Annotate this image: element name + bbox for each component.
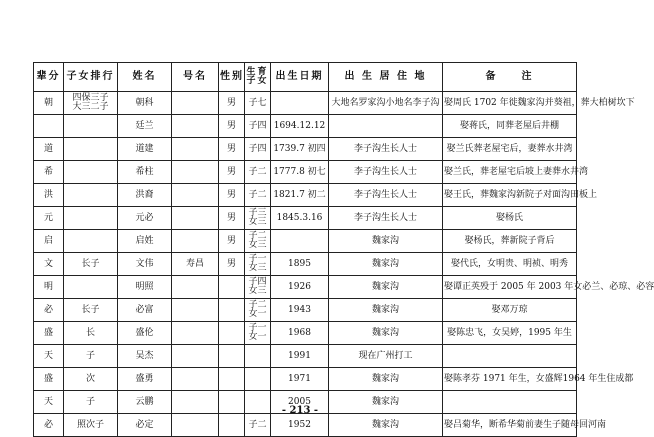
residence-cell: 现在广州打工 (329, 345, 443, 368)
table-row (34, 115, 577, 138)
sex-cell: 男 (219, 253, 245, 276)
watermark (425, 392, 575, 406)
children-cell (245, 230, 271, 253)
header-child-order: 子女排行 (64, 63, 118, 92)
alias-cell (172, 414, 219, 437)
header-birth-date: 出生日期 (271, 63, 329, 92)
child-order-cell-line: 子 (85, 396, 95, 407)
header-remarks: 备 注 (443, 63, 577, 92)
residence-cell: 魏家沟 (329, 414, 443, 437)
remarks-cell: 娶谭正英殁于 2005 年 2003 年女必兰、必琼、必容 (443, 276, 577, 299)
residence-cell: 李子沟生长人士 (329, 184, 443, 207)
residence-cell: 李子沟生长人士 (329, 138, 443, 161)
residence-cell: 魏家沟 (329, 253, 443, 276)
birth-date-cell: 1991 (271, 345, 329, 368)
birth-date-cell: 1739.7 初四 (271, 138, 329, 161)
child-order-cell-line: 长子 (81, 304, 100, 315)
birth-date-cell: 1943 (271, 299, 329, 322)
child-order-cell-line: 长子 (81, 258, 100, 269)
children-cell-line: 女一 (248, 309, 267, 319)
alias-cell: 寿昌 (172, 253, 219, 276)
table-row (34, 414, 577, 437)
remarks-cell: 娶王氏，葬魏家沟新院子对面沟田板上 (443, 184, 577, 207)
generation-cell: 文 (34, 253, 64, 276)
child-order-cell (64, 322, 118, 345)
children-cell-line: 女一 (248, 332, 267, 342)
table-header-row (34, 63, 577, 92)
alias-cell (172, 230, 219, 253)
page-number: - 213 - (281, 405, 319, 416)
remarks-cell: 娶兰氏，葬老屋宅后坡上妻葬水井湾 (443, 161, 577, 184)
name-cell: 洪裔 (118, 184, 172, 207)
alias-cell (172, 299, 219, 322)
birth-date-cell: 1971 (271, 368, 329, 391)
sex-cell: 男 (219, 184, 245, 207)
name-cell: 元必 (118, 207, 172, 230)
sex-cell (219, 299, 245, 322)
name-cell: 道建 (118, 138, 172, 161)
remarks-cell: 娶周氏 1702 年徙魏家沟并葵祖，葬大柏树坎下 (443, 92, 577, 115)
child-order-cell (64, 276, 118, 299)
children-cell-line: 女三 (248, 286, 267, 296)
sex-cell: 男 (219, 207, 245, 230)
generation-cell: 明 (34, 276, 64, 299)
name-cell: 云鹏 (118, 391, 172, 414)
alias-cell (172, 161, 219, 184)
residence-cell: 魏家沟 (329, 322, 443, 345)
sex-cell (219, 345, 245, 368)
child-order-cell-line: 照次子 (76, 419, 104, 430)
residence-cell: 魏家沟 (329, 276, 443, 299)
table-row (34, 230, 577, 253)
alias-cell (172, 276, 219, 299)
name-cell: 必富 (118, 299, 172, 322)
alias-cell (172, 138, 219, 161)
children-cell-line: 女三 (248, 240, 267, 250)
header-sex: 性别 (219, 63, 245, 92)
children-cell (245, 207, 271, 230)
generation-cell: 天 (34, 345, 64, 368)
table-row (34, 253, 577, 276)
sex-cell (219, 322, 245, 345)
children-cell (245, 138, 271, 161)
remarks-cell: 娶杨氏，葬新院子背后 (443, 230, 577, 253)
child-order-cell (64, 230, 118, 253)
child-order-cell-line: 大三二子 (72, 102, 109, 112)
table-row (34, 161, 577, 184)
alias-cell (172, 368, 219, 391)
children-cell-line: 女三 (248, 263, 267, 273)
header-children-line-2: 子女 (246, 76, 269, 86)
children-cell-line: 子二 (248, 231, 267, 241)
header-residence: 出 生 居 住 地 (329, 63, 443, 92)
generation-cell: 必 (34, 414, 64, 437)
children-cell (245, 299, 271, 322)
children-cell (245, 92, 271, 115)
remarks-cell: 娶代氏，女明贵、明祯、明秀 (443, 253, 577, 276)
child-order-cell (64, 207, 118, 230)
birth-date-cell (271, 230, 329, 253)
birth-date-cell: 1968 (271, 322, 329, 345)
remarks-cell: 娶吕菊华，断希华菊前妻生子随母回河南 (443, 414, 577, 437)
birth-date-cell: 1926 (271, 276, 329, 299)
residence-cell: 魏家沟 (329, 368, 443, 391)
sex-cell (219, 368, 245, 391)
child-order-cell (64, 138, 118, 161)
sex-cell (219, 276, 245, 299)
child-order-cell-line: 子 (85, 350, 95, 361)
residence-cell: 大地名罗家沟小地名李子沟 (329, 92, 443, 115)
header-children-line-1: 生育 (246, 67, 269, 77)
table-row (34, 92, 577, 115)
alias-cell (172, 207, 219, 230)
generation-cell: 天 (34, 391, 64, 414)
header-generation: 辈分 (34, 63, 64, 92)
remarks-cell: 娶邓万琼 (443, 299, 577, 322)
birth-date-cell: 2005 (271, 391, 329, 414)
residence-cell: 李子沟生长人士 (329, 161, 443, 184)
children-cell-line: 子二 (248, 166, 267, 177)
birth-date-cell (271, 92, 329, 115)
children-cell-line: 子四 (248, 143, 267, 154)
sex-cell (219, 414, 245, 437)
birth-date-cell: 1694.12.12 (271, 115, 329, 138)
children-cell (245, 115, 271, 138)
child-order-cell (64, 253, 118, 276)
child-order-cell (64, 92, 118, 115)
children-cell-line: 子四 (248, 277, 267, 287)
children-cell-line: 子一 (248, 254, 267, 264)
child-order-cell (64, 184, 118, 207)
generation-cell: 道 (34, 138, 64, 161)
remarks-cell: 娶陈孝芬 1971 年生，女盛辉1964 年生住成都 (443, 368, 577, 391)
children-cell (245, 322, 271, 345)
alias-cell (172, 322, 219, 345)
child-order-cell (64, 161, 118, 184)
sex-cell: 男 (219, 138, 245, 161)
name-cell: 文伟 (118, 253, 172, 276)
genealogy-table (33, 62, 654, 437)
table-row (34, 184, 577, 207)
child-order-cell-line: 次 (85, 373, 95, 384)
name-cell: 希柱 (118, 161, 172, 184)
residence-cell (329, 115, 443, 138)
header-name: 姓名 (118, 63, 172, 92)
alias-cell (172, 92, 219, 115)
alias-cell (172, 345, 219, 368)
table-row (34, 276, 577, 299)
child-order-cell (64, 115, 118, 138)
name-cell: 必定 (118, 414, 172, 437)
child-order-cell-line: 长 (85, 327, 95, 338)
children-cell (245, 345, 271, 368)
remarks-cell: 娶陈忠飞，女吴婷，1995 年生 (443, 322, 577, 345)
remarks-cell: 娶兰氏葬老屋宅后，妻葬水井湾 (443, 138, 577, 161)
name-cell: 盛伦 (118, 322, 172, 345)
child-order-cell-line: 四保三子 (72, 93, 109, 103)
sex-cell: 男 (219, 230, 245, 253)
table-row (34, 138, 577, 161)
residence-cell: 魏家沟 (329, 230, 443, 253)
children-cell-line: 子一 (248, 323, 267, 333)
name-cell: 朝科 (118, 92, 172, 115)
child-order-cell (64, 299, 118, 322)
children-cell (245, 184, 271, 207)
birth-date-cell: 1895 (271, 253, 329, 276)
children-cell-line: 子四 (248, 120, 267, 131)
sex-cell: 男 (219, 115, 245, 138)
birth-date-cell: 1952 (271, 414, 329, 437)
child-order-cell (64, 414, 118, 437)
birth-date-cell: 1845.3.16 (271, 207, 329, 230)
name-cell: 廷兰 (118, 115, 172, 138)
table-row (34, 299, 577, 322)
generation-cell: 洪 (34, 184, 64, 207)
sex-cell: 男 (219, 92, 245, 115)
table-row (34, 368, 577, 391)
children-cell (245, 161, 271, 184)
children-cell-line: 子二 (248, 419, 267, 430)
header-alias: 号名 (172, 63, 219, 92)
name-cell: 吴杰 (118, 345, 172, 368)
children-cell-line: 子七 (248, 97, 267, 108)
children-cell-line: 子二 (248, 189, 267, 200)
children-cell-line: 子二 (248, 300, 267, 310)
children-cell-line: 女三 (248, 217, 267, 227)
remarks-cell: 娶蒋氏，同葬老屋后井棚 (443, 115, 577, 138)
children-cell (245, 276, 271, 299)
sex-cell: 男 (219, 161, 245, 184)
residence-cell: 李子沟生长人士 (329, 207, 443, 230)
table-body (34, 92, 654, 437)
alias-cell (172, 115, 219, 138)
name-cell: 明照 (118, 276, 172, 299)
generation-cell (34, 115, 64, 138)
remarks-cell: 娶杨氏 (443, 207, 577, 230)
children-cell (245, 368, 271, 391)
generation-cell: 启 (34, 230, 64, 253)
generation-cell: 必 (34, 299, 64, 322)
generation-cell: 朝 (34, 92, 64, 115)
name-cell: 盛勇 (118, 368, 172, 391)
table-row (34, 322, 577, 345)
table-row (34, 345, 577, 368)
birth-date-cell: 1777.8 初七 (271, 161, 329, 184)
children-cell (245, 253, 271, 276)
remarks-cell (443, 345, 577, 368)
table-row (34, 207, 577, 230)
generation-cell: 盛 (34, 322, 64, 345)
name-cell: 启姓 (118, 230, 172, 253)
residence-cell: 魏家沟 (329, 299, 443, 322)
children-cell-line: 子三 (248, 208, 267, 218)
child-order-cell (64, 368, 118, 391)
alias-cell (172, 184, 219, 207)
generation-cell: 元 (34, 207, 64, 230)
birth-date-cell: 1821.7 初二 (271, 184, 329, 207)
children-cell (245, 414, 271, 437)
header-children (245, 63, 271, 92)
generation-cell: 盛 (34, 368, 64, 391)
child-order-cell (64, 345, 118, 368)
generation-cell: 希 (34, 161, 64, 184)
residence-cell: 魏家沟 (329, 391, 443, 414)
